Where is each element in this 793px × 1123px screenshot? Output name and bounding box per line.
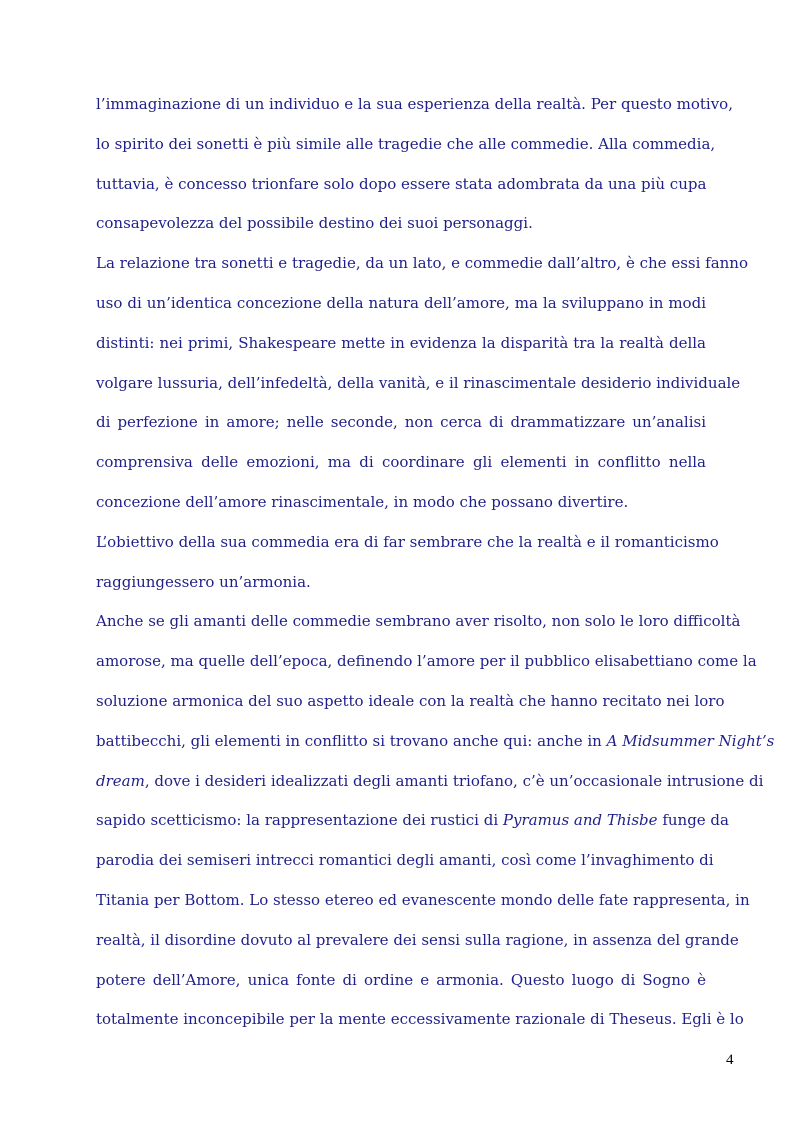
text-segment: sapido scetticismo: la rappresentazione dei rustici di xyxy=(96,811,503,830)
text-line: volgare lussuria, dell’infedeltà, della vanità, e il rinascimentale desiderio individuale xyxy=(96,373,741,392)
italic-title: Pyramus and Thisbe xyxy=(502,811,658,830)
page-number: 4 xyxy=(726,1052,734,1068)
text-segment: battibecchi, gli elementi in conflitto si trovano anche qui: anche in xyxy=(96,731,607,750)
text-line xyxy=(96,765,764,805)
text-segment: funge da xyxy=(657,811,729,830)
text-line: La relazione tra sonetti e tragedie, da un lato, e commedie dall’altro, è che essi fanno xyxy=(96,254,749,273)
text-line: uso di un’identica concezione della natura dell’amore, ma la sviluppano in modi xyxy=(96,293,706,312)
italic-title: A Midsummer Night’s xyxy=(606,731,775,750)
text-line: tuttavia, è concesso trionfare solo dopo essere stata adombrata da una più cupa xyxy=(96,174,707,193)
text-line: Titania per Bottom. Lo stesso etereo ed evanescente mondo delle fate rappresenta, in xyxy=(96,890,750,909)
text-line: di perfezione in amore; nelle seconde, non cerca di drammatizzare un’analisi xyxy=(96,413,706,432)
text-line: soluzione armonica del suo aspetto ideale con la realtà che hanno recitato nei loro xyxy=(96,691,725,710)
text-segment: , dove i desideri idealizzati degli amanti triofano, c’è un’occasionale intrusione di xyxy=(144,771,764,790)
text-line: comprensiva delle emozioni, ma di coordinare gli elementi in conflitto nella xyxy=(96,453,706,472)
text-line: realtà, il disordine dovuto al prevalere dei sensi sulla ragione, in assenza del grande xyxy=(96,930,739,949)
text-line: totalmente inconcepibile per la mente eccessivamente razionale di Theseus. Egli è lo xyxy=(96,1010,744,1029)
page-body xyxy=(96,88,775,1043)
text-line: l’immaginazione di un individuo e la sua esperienza della realtà. Per questo motivo, xyxy=(96,95,733,113)
text-line: concezione dell’amore rinascimentale, in modo che possano divertire. xyxy=(96,492,629,511)
text-line: potere dell’Amore, unica fonte di ordine e armonia. Questo luogo di Sogno è xyxy=(96,970,706,989)
text-line: raggiungessero un’armonia. xyxy=(96,572,311,591)
text-line: distinti: nei primi, Shakespeare mette in evidenza la disparità tra la realtà della xyxy=(96,333,706,352)
text-line: parodia dei semiseri intrecci romantici degli amanti, così come l’invaghimento di xyxy=(96,851,714,870)
text-line xyxy=(96,725,775,765)
text-line: L’obiettivo della sua commedia era di far sembrare che la realtà e il romanticismo xyxy=(96,532,719,551)
text-line: lo spirito dei sonetti è più simile alle tragedie che alle commedie. Alla commedia, xyxy=(96,134,716,153)
text-line xyxy=(96,804,729,844)
italic-title: dream xyxy=(96,771,145,790)
text-line: consapevolezza del possibile destino dei suoi personaggi. xyxy=(96,214,533,233)
text-line: amorose, ma quelle dell’epoca, definendo l’amore per il pubblico elisabettiano come la xyxy=(96,652,757,671)
text-line: Anche se gli amanti delle commedie sembrano aver risolto, non solo le loro difficoltà xyxy=(96,612,741,631)
